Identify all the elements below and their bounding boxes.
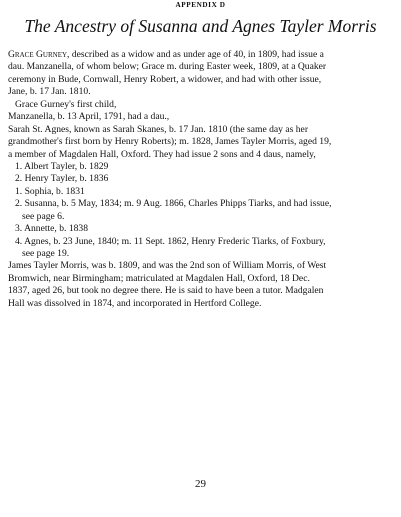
text-line: Grace Gurney's first child, [15,98,117,110]
text-line: see page 6. [22,210,65,222]
text-line: James Tayler Morris, was b. 1809, and was the 2nd son of William Morris, of West [8,260,327,272]
text-line: grandmother's first born by Henry Roberts); m. 1828, James Tayler Morris, aged 19, [8,136,332,148]
text-line: Jane, b. 17 Jan. 1810. [8,86,91,98]
text-line: Hall was dissolved in 1874, and incorporated in Hertford College. [8,297,262,309]
text-line: 3. Annette, b. 1838 [15,223,89,235]
text-line: 2. Henry Tayler, b. 1836 [15,173,109,185]
text-line: Grace Gurney, described as a widow and as under age of 40, in 1809, had issue a [8,49,324,60]
text-line: 1. Albert Tayler, b. 1829 [15,160,109,172]
text-line: Bromwich, near Birmingham; matriculated at Magdalen Hall, Oxford, 18 Dec. [8,272,310,284]
text-line: Manzanella, b. 13 April, 1791, had a dau., [8,111,170,123]
text-line: 1837, aged 26, but took no degree there. He is said to have been a tutor. Madgalen [8,285,324,297]
body-text [8,49,398,310]
text-line: dau. Manzanella, of whom below; Grace m. during Easter week, 1809, at a Quaker [8,61,327,73]
text-line: a member of Magdalen Hall, Oxford. They had issue 2 sons and 4 daus, namely, [8,148,316,160]
text-line: 1. Sophia, b. 1831 [15,185,85,197]
text-line: ceremony in Bude, Cornwall, Henry Robert, a widower, and had with other issue, [8,73,322,85]
running-head: APPENDIX D [175,1,226,9]
text-line: 2. Susanna, b. 5 May, 1834; m. 9 Aug. 1866, Charles Phipps Tiarks, and had issue, [15,198,332,210]
text-line: see page 19. [22,248,70,259]
text-line: 4. Agnes, b. 23 June, 1840; m. 11 Sept. 1862, Henry Frederic Tiarks, of Foxbury, [15,235,326,247]
chapter-title: The Ancestry of Susanna and Agnes Tayler Morris [24,16,377,36]
page-number: 29 [195,478,206,490]
text-line: Sarah St. Agnes, known as Sarah Skanes, b. 17 Jan. 1810 (the same day as her [8,123,309,135]
